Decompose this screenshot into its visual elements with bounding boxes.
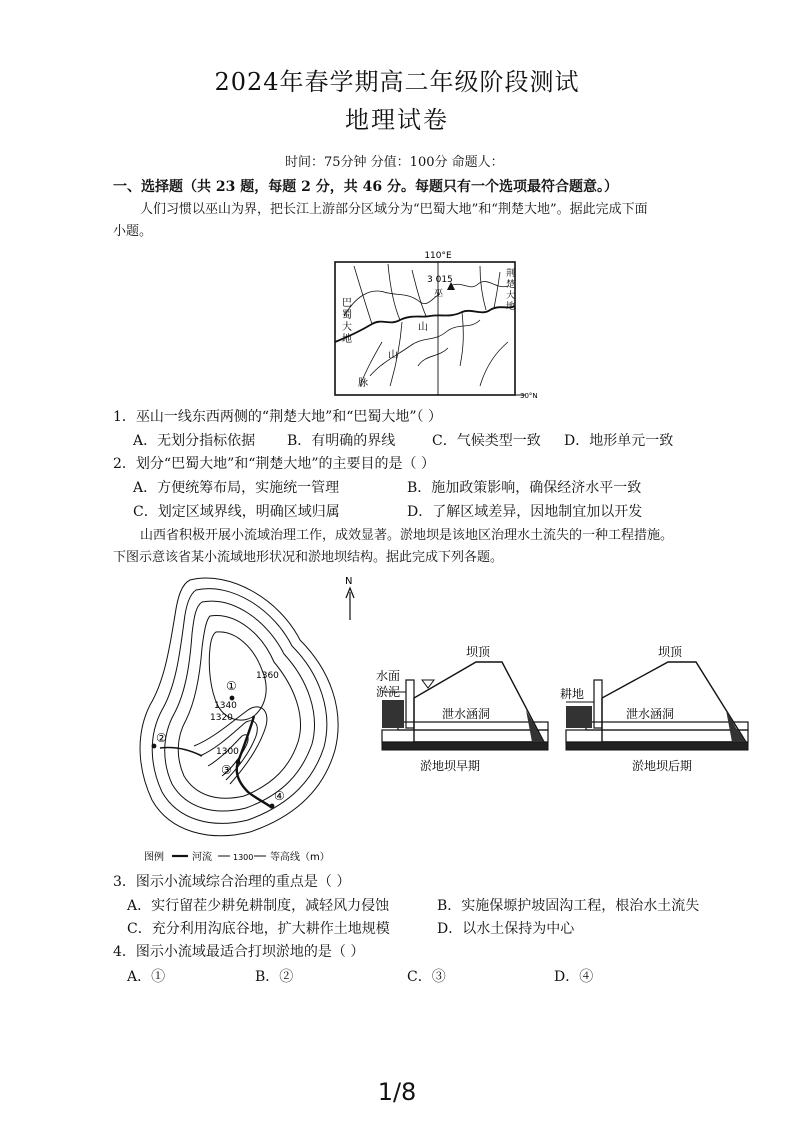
point-1: ① — [226, 679, 237, 693]
left-region-char: 蜀 — [342, 310, 352, 321]
point-2: ② — [156, 731, 167, 745]
legend-contour-value: 1300 — [233, 853, 254, 862]
material2-line2: 下图示意该省某小流域地形状况和淤地坝结构。据此完成下列各题。 — [113, 550, 504, 565]
page-number: 1/8 — [377, 1078, 417, 1106]
dam-early-silt-label: 淤泥 — [376, 685, 401, 699]
contour-label: 1320 — [210, 713, 233, 723]
wushan-map — [330, 246, 538, 406]
dam-early-caption: 淤地坝早期 — [420, 759, 481, 773]
exam-subject: 地理试卷 — [345, 106, 449, 134]
question-1-option-b[interactable]: B．有明确的界线 — [287, 433, 396, 449]
section-heading: 一、选择题（共 23 题，每题 2 分，共 46 分。每题只有一个选项最符合题意。） — [113, 179, 618, 195]
wu-label: 巫 — [434, 289, 444, 299]
point-4: ④ — [274, 789, 285, 803]
left-region-char: 地 — [342, 334, 352, 345]
question-3-stem: 3．图示小流域综合治理的重点是（ ） — [113, 874, 351, 890]
question-4-option-d[interactable]: D．④ — [554, 969, 594, 985]
right-region-char: 大 — [506, 291, 516, 301]
question-3-option-a[interactable]: A．实行留茬少耕免耕制度，减轻风力侵蚀 — [127, 898, 390, 914]
dam-early-top-label: 坝顶 — [466, 645, 491, 659]
legend-river: 河流 — [192, 852, 212, 863]
dam-early-culvert-label: 泄水涵洞 — [442, 707, 491, 721]
lat-label: 30°N — [520, 392, 538, 400]
question-3-option-c[interactable]: C．充分利用沟底谷地，扩大耕作土地规模 — [127, 921, 390, 937]
right-region-char: 地 — [506, 302, 516, 312]
north-label: N — [345, 576, 353, 587]
lon-label: 110°E — [424, 251, 452, 261]
mountain-label: 脉 — [358, 378, 368, 389]
question-4-option-c[interactable]: C．③ — [407, 969, 446, 985]
mountain-label: 山 — [388, 350, 398, 361]
question-3-option-b[interactable]: B．实施保塬护坡固沟工程，根治水土流失 — [437, 898, 700, 914]
dam-late-diagram — [560, 644, 760, 774]
question-4-stem: 4．图示小流域最适合打坝淤地的是（ ） — [113, 944, 365, 960]
peak-label: 3 015 — [427, 275, 453, 285]
exam-title: 2024年春学期高二年级阶段测试 — [214, 68, 580, 96]
dam-early-diagram — [376, 644, 552, 774]
legend-contour: 等高线（m） — [270, 852, 330, 863]
question-2-option-c[interactable]: C．划定区域界线，明确区域归属 — [133, 504, 340, 520]
question-3-option-d[interactable]: D．以水土保持为中心 — [437, 921, 575, 937]
question-2-option-b[interactable]: B．施加政策影响，确保经济水平一致 — [407, 480, 642, 496]
question-4-option-a[interactable]: A．① — [127, 969, 166, 985]
material1-line2: 小题。 — [113, 224, 153, 239]
dam-late-top-label: 坝顶 — [658, 645, 683, 659]
contour-label: 1300 — [216, 747, 239, 757]
question-1-option-a[interactable]: A．无划分指标依据 — [133, 433, 256, 449]
right-region-char: 楚 — [506, 280, 516, 290]
dam-late-caption: 淤地坝后期 — [632, 759, 693, 773]
question-2-option-d[interactable]: D．了解区域差异，因地制宜加以开发 — [407, 504, 643, 520]
material2-line1: 山西省积极开展小流域治理工作，成效显著。淤地坝是该地区治理水土流失的一种工程措施。 — [140, 528, 674, 543]
question-2-option-a[interactable]: A．方便统筹布局，实施统一管理 — [133, 480, 340, 496]
legend-prefix: 图例 — [144, 852, 164, 863]
exam-meta: 时间：75分钟 分值：100分 命题人： — [285, 155, 504, 170]
question-1-stem: 1．巫山一线东西两侧的“荆楚大地”和“巴蜀大地”（ ） — [113, 409, 442, 425]
question-1-option-c[interactable]: C．气候类型一致 — [432, 433, 541, 449]
dam-early-water-label: 水面 — [376, 669, 401, 683]
material1-line1: 人们习惯以巫山为界，把长江上游部分区域分为“巴蜀大地”和“荆楚大地”。据此完成下面 — [140, 202, 648, 217]
right-region-char: 荆 — [506, 269, 516, 279]
question-2-stem: 2．划分“巴蜀大地”和“荆楚大地”的主要目的是（ ） — [113, 456, 435, 472]
left-region-char: 巴 — [342, 298, 352, 309]
question-4-option-b[interactable]: B．② — [255, 969, 294, 985]
point-3: ③ — [221, 763, 232, 777]
question-1-option-d[interactable]: D．地形单元一致 — [564, 433, 674, 449]
contour-label: 1340 — [214, 701, 237, 711]
left-region-char: 大 — [342, 322, 352, 333]
dam-late-culvert-label: 泄水涵洞 — [626, 707, 675, 721]
dam-late-farmland-label: 耕地 — [560, 687, 585, 701]
mountain-label: 山 — [418, 322, 428, 333]
contour-label: 1360 — [256, 671, 279, 681]
watershed-contour-map — [130, 570, 370, 870]
